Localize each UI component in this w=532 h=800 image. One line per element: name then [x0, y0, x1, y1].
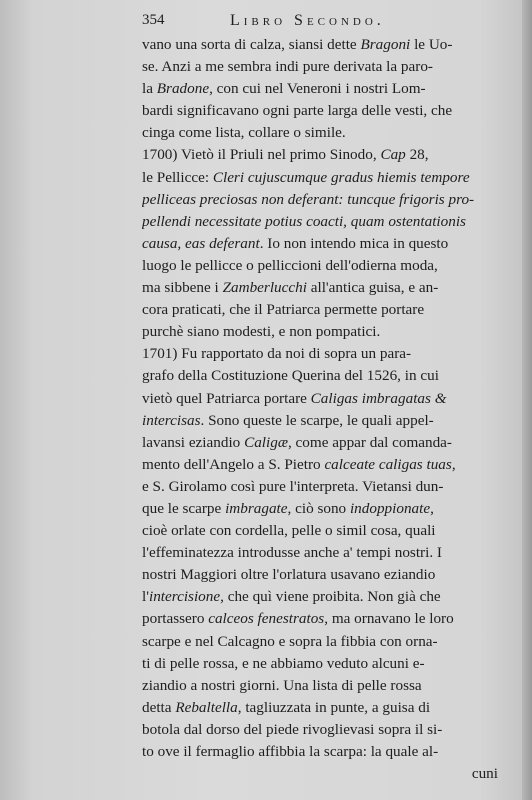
italic-text: causa, eas deferant	[142, 234, 260, 252]
text-run: le Pellicce:	[142, 168, 213, 186]
text-line	[142, 631, 498, 653]
text-run: 1700) Vietò il Priuli nel primo Sinodo,	[142, 146, 381, 164]
text-line	[142, 675, 498, 697]
text-run: vietò quel Patriarca portare	[142, 389, 311, 407]
italic-text: Caligæ	[244, 433, 288, 451]
text-run: le Uo-	[410, 36, 453, 53]
text-line	[142, 432, 498, 454]
text-line	[142, 299, 498, 321]
text-run: bardi significavano ogni parte larga delle vesti, che	[142, 102, 453, 120]
text-run: ma sibbene i	[142, 279, 223, 297]
italic-text: pelliceas preciosas non deferant: tuncque frigoris pro-	[142, 190, 475, 208]
text-line	[142, 321, 498, 343]
text-run: grafo della Costituzione Querina del 1526, in cui	[142, 367, 439, 385]
page-number: 354	[142, 12, 165, 28]
text-line	[142, 741, 498, 763]
text-run: ziandio a nostri giorni. Una lista di pelle rossa	[142, 676, 422, 694]
text-line	[142, 498, 498, 520]
italic-text: Caligas imbragatas &	[310, 389, 447, 407]
text-run: ,	[430, 499, 434, 517]
text-run: cora praticati, che il Patriarca permette portare	[142, 301, 425, 319]
text-run: , che quì viene proibita. Non già che	[220, 588, 441, 606]
text-line	[142, 167, 498, 189]
italic-text: Bradone	[156, 80, 210, 98]
text-line	[142, 608, 498, 630]
text-run: mento dell'Angelo a S. Pietro	[142, 455, 325, 473]
text-run: l'effeminatezza introdusse anche a' tempi nostri. I	[142, 544, 442, 562]
text-line	[142, 144, 498, 166]
text-run: purchè siano modesti, e non pompatici.	[142, 323, 381, 341]
text-run: , ciò sono	[287, 499, 350, 517]
text-line	[142, 211, 498, 233]
text-line	[142, 233, 498, 255]
text-run: cioè orlate con cordella, pelle o simil cosa, quali	[142, 522, 436, 540]
text-run: la	[142, 80, 157, 98]
italic-text: imbragate	[225, 499, 288, 517]
text-line	[142, 56, 498, 78]
text-run: . Io non intendo mica in questo	[259, 234, 449, 252]
page-header	[142, 12, 512, 32]
text-run: e S. Girolamo così pure l'interpreta. Vietansi dun-	[142, 477, 444, 495]
text-line	[142, 34, 498, 56]
text-run: 1701) Fu rapportato da noi di sopra un para-	[142, 345, 412, 363]
text-run: , come appar dal comanda-	[287, 433, 452, 451]
text-run: ti di pelle rossa, e ne abbiamo veduto alcuni e-	[142, 654, 425, 672]
text-run: , con cui nel Veneroni i nostri Lom-	[209, 80, 426, 98]
text-run: detta	[142, 698, 176, 716]
text-run: botola dal dorso del piede rivoglievasi sopra il si-	[142, 720, 443, 738]
text-run: portassero	[142, 610, 209, 628]
italic-text: intercisas	[142, 411, 201, 429]
text-run: nostri Maggiori oltre l'orlatura usavano eziandio	[142, 566, 436, 584]
italic-text: pellendi necessitate potius coacti, quam ostentationis	[142, 212, 466, 230]
italic-text: Cleri cujuscumque gradus hiemis tempore	[212, 168, 470, 186]
text-line	[142, 122, 498, 144]
italic-text: indoppionate	[349, 499, 431, 517]
text-line	[142, 277, 498, 299]
italic-text: Rebaltella	[175, 698, 238, 716]
italic-text: calceos fenestratos	[208, 610, 325, 628]
text-run: se. Anzi a me sembra indi pure derivata la paro-	[142, 58, 433, 76]
text-line	[142, 719, 498, 741]
text-run: luogo le pellicce o pelliccioni dell'odierna moda,	[142, 256, 438, 274]
text-line	[142, 697, 498, 719]
text-line	[142, 189, 498, 211]
text-run: , ma ornavano le loro	[324, 610, 454, 628]
body-text	[142, 34, 498, 785]
text-line	[142, 653, 498, 675]
text-run: scarpe e nel Calcagno e sopra la fibbia con orna-	[142, 632, 438, 650]
running-title: Libro Secondo.	[230, 12, 385, 29]
text-run: que le scarpe	[142, 499, 226, 517]
text-line	[142, 564, 498, 586]
italic-text: Bragoni	[360, 36, 411, 53]
italic-text: Cap	[380, 146, 406, 164]
catchword: cuni	[471, 765, 498, 783]
text-line	[142, 520, 498, 542]
text-line	[142, 388, 498, 410]
text-line	[142, 100, 498, 122]
text-run: cinga come lista, collare o simile.	[142, 124, 346, 142]
italic-text: Zamberlucchi	[222, 279, 307, 297]
text-line	[142, 410, 498, 432]
text-line	[142, 476, 498, 498]
italic-text: intercisione	[148, 588, 221, 606]
page-edge-shadow	[522, 0, 532, 800]
text-run: all'antica guisa, e an-	[306, 279, 439, 297]
text-run: . Sono queste le scarpe, le quali appel-	[200, 411, 434, 429]
italic-text: calceate caligas tuas	[324, 455, 452, 473]
text-run: lavansi eziandio	[142, 433, 245, 451]
text-line	[142, 365, 498, 387]
text-run: ,	[451, 455, 456, 473]
text-line	[142, 343, 498, 365]
text-run: vano una sorta di calza, siansi dette	[142, 36, 361, 53]
text-line	[142, 255, 498, 277]
text-line	[142, 586, 498, 608]
text-line	[142, 542, 498, 564]
text-run: to ove il fermaglio affibbia la scarpa: la quale al-	[142, 743, 439, 760]
text-line	[142, 78, 498, 100]
text-line	[142, 454, 498, 476]
text-run: 28,	[405, 146, 429, 164]
text-run: l'	[142, 588, 149, 606]
text-run: , tagliuzzata in punte, a guisa di	[237, 698, 431, 716]
